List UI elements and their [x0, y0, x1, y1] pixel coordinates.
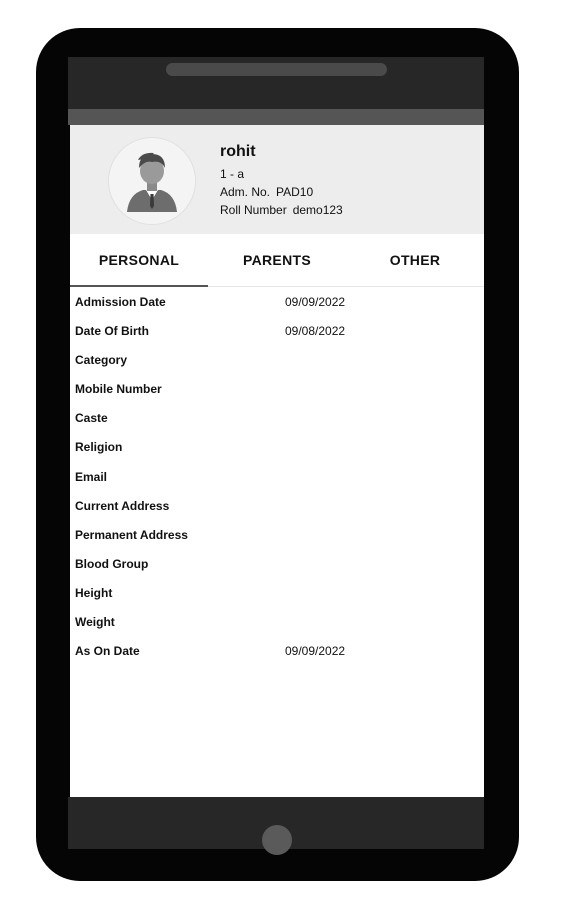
detail-label: Email — [75, 469, 108, 484]
detail-row-religion — [70, 434, 484, 463]
tab-other[interactable]: OTHER — [389, 252, 441, 268]
detail-label: Religion — [75, 440, 123, 455]
detail-row-blood-group — [70, 551, 484, 580]
adm-value: PAD10 — [276, 185, 314, 199]
detail-row-category — [70, 347, 484, 376]
admission-number — [220, 183, 343, 201]
profile-info — [220, 143, 343, 219]
profile-header — [70, 125, 484, 234]
detail-row-caste — [70, 405, 484, 434]
status-bar — [68, 109, 484, 125]
detail-row-date-of-birth — [70, 318, 484, 347]
detail-row-mobile-number — [70, 376, 484, 405]
detail-label: Blood Group — [75, 556, 149, 571]
speaker-grille — [166, 63, 387, 76]
detail-label: Caste — [75, 411, 108, 426]
detail-row-email — [70, 464, 484, 493]
home-button[interactable] — [262, 825, 292, 855]
student-name: rohit — [220, 143, 256, 160]
detail-row-current-address — [70, 493, 484, 522]
detail-value: 09/09/2022 — [285, 644, 346, 659]
roll-number — [220, 201, 343, 219]
detail-row-permanent-address — [70, 522, 484, 551]
tab-parents[interactable]: PARENTS — [243, 252, 311, 268]
detail-label: Height — [75, 585, 113, 600]
detail-value: 09/08/2022 — [285, 324, 346, 339]
roll-label: Roll Number — [220, 203, 287, 217]
roll-value: demo123 — [292, 203, 343, 217]
detail-row-weight — [70, 609, 484, 638]
detail-row-height — [70, 580, 484, 609]
detail-label: Admission Date — [75, 295, 166, 309]
adm-label: Adm. No. — [220, 185, 271, 199]
detail-label: Category — [75, 353, 128, 368]
tab-personal[interactable]: PERSONAL — [70, 234, 208, 286]
detail-label: As On Date — [75, 644, 140, 659]
detail-label: Permanent Address — [75, 527, 188, 542]
detail-label: Date Of Birth — [75, 324, 150, 339]
detail-value: 09/09/2022 — [285, 295, 346, 309]
detail-row-admission-date — [70, 289, 484, 318]
detail-label: Weight — [75, 615, 115, 630]
personal-details-list — [70, 289, 484, 667]
user-avatar-icon — [108, 137, 196, 225]
detail-label: Mobile Number — [75, 382, 162, 397]
detail-label: Current Address — [75, 498, 170, 513]
class-section: 1 - a — [220, 167, 245, 181]
app-screen — [70, 125, 484, 797]
detail-row-as-on-date — [70, 638, 484, 667]
tab-bar — [70, 234, 484, 287]
